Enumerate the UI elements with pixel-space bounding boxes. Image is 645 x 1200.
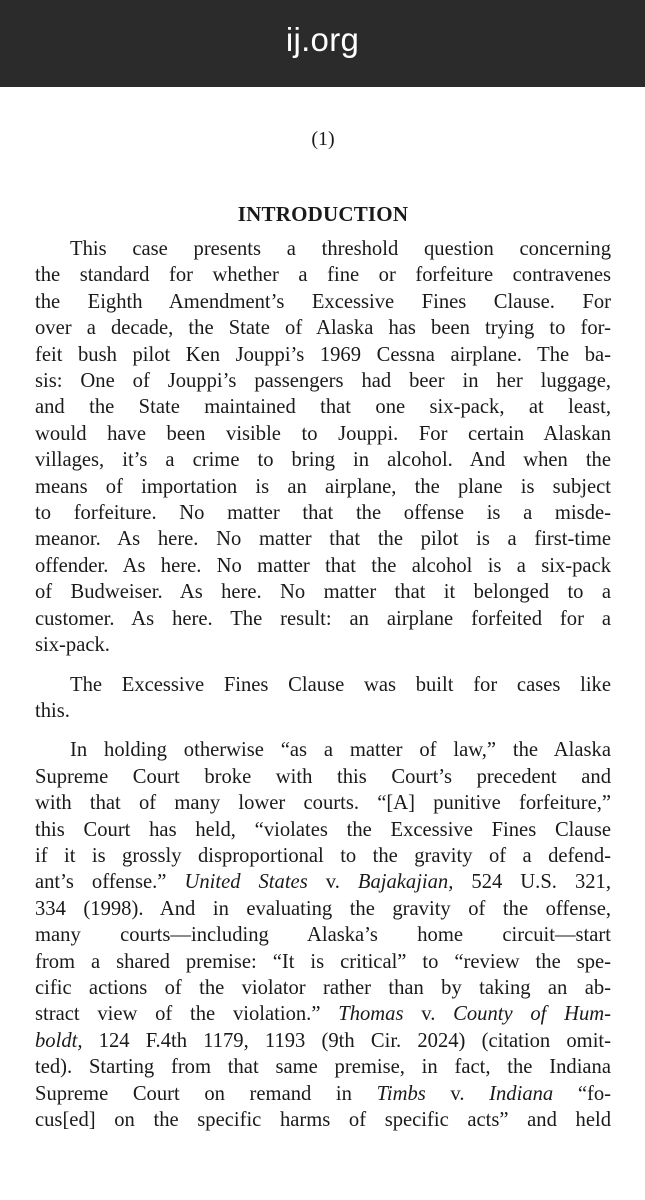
text-line: the standard for whether a fine or forfeiture contravenes bbox=[35, 264, 611, 287]
citation: 124 F.4th 1179, 1193 (9th Cir. 2024) (citation omit- bbox=[98, 1029, 612, 1052]
paragraph-1 bbox=[35, 236, 611, 659]
text-line: means of importation is an airplane, the plane is subject bbox=[35, 475, 611, 498]
text-line: ted). Starting from that same premise, in fact, the Indiana bbox=[35, 1056, 611, 1079]
text-fragment: v. bbox=[325, 871, 340, 894]
text-line bbox=[35, 1081, 611, 1107]
paragraph-2 bbox=[35, 672, 611, 725]
text-line: sis: One of Jouppi’s passengers had beer in her luggage, bbox=[35, 370, 611, 393]
case-name: Bajakajian, bbox=[357, 871, 454, 894]
text-line: offender. As here. No matter that the alcohol is a six-pack bbox=[35, 554, 611, 577]
text-fragment: “fo- bbox=[577, 1082, 612, 1105]
text-line: the Eighth Amendment’s Excessive Fines Clause. For bbox=[35, 290, 611, 313]
text-line: of Budweiser. As here. No matter that it belonged to a bbox=[35, 581, 611, 604]
top-bar bbox=[0, 0, 645, 87]
text-line: this. bbox=[35, 699, 70, 722]
citation: 524 U.S. 321, bbox=[471, 871, 611, 894]
text-fragment: ant’s offense.” bbox=[35, 871, 167, 894]
text-line: meanor. As here. No matter that the pilot is a first-time bbox=[35, 528, 611, 551]
text-fragment: stract view of the violation.” bbox=[35, 1003, 321, 1026]
text-line: if it is grossly disproportional to the gravity of a defend- bbox=[35, 844, 611, 867]
text-line: and the State maintained that one six-pack, at least, bbox=[35, 396, 611, 419]
text-fragment: v. bbox=[450, 1082, 465, 1105]
text-line: many courts—including Alaska’s home circuit—start bbox=[35, 924, 611, 947]
text-line: In holding otherwise “as a matter of law,” the Alaska bbox=[70, 739, 611, 762]
site-name[interactable]: ij.org bbox=[285, 20, 360, 58]
text-line: six-pack. bbox=[35, 634, 110, 657]
text-line: villages, it’s a crime to bring in alcohol. And when the bbox=[35, 449, 611, 472]
text-line: from a shared premise: “It is critical” to “review the spe- bbox=[35, 950, 611, 973]
text-line: would have been visible to Jouppi. For certain Alaskan bbox=[35, 422, 611, 445]
text-line: This case presents a threshold question concerning bbox=[70, 238, 611, 260]
text-line: cus[ed] on the specific harms of specific acts” and held bbox=[35, 1109, 611, 1131]
text-line: with that of many lower courts. “[A] punitive forfeiture,” bbox=[35, 792, 611, 815]
text-fragment: v. bbox=[421, 1003, 436, 1026]
paragraph-3 bbox=[35, 737, 611, 1133]
section-heading: INTRODUCTION bbox=[237, 202, 409, 226]
case-name: boldt, bbox=[35, 1029, 83, 1052]
text-line bbox=[35, 1001, 611, 1027]
text-line: cific actions of the violator rather than by taking an ab- bbox=[35, 976, 611, 999]
case-name: County of Hum- bbox=[453, 1003, 612, 1026]
text-line: customer. As here. The result: an airplane forfeited for a bbox=[35, 607, 611, 630]
case-name: Timbs bbox=[376, 1082, 426, 1105]
text-line: The Excessive Fines Clause was built for cases like bbox=[70, 673, 611, 696]
text-line: feit bush pilot Ken Jouppi’s 1969 Cessna airplane. The ba- bbox=[35, 343, 611, 366]
text-line: 334 (1998). And in evaluating the gravity of the offense, bbox=[35, 897, 611, 920]
text-line: to forfeiture. No matter that the offense is a misde- bbox=[35, 502, 611, 525]
text-line: Supreme Court broke with this Court’s precedent and bbox=[35, 765, 611, 788]
text-line: over a decade, the State of Alaska has been trying to for- bbox=[35, 317, 611, 340]
case-name: Thomas bbox=[338, 1003, 404, 1026]
text-fragment: Supreme Court on remand in bbox=[35, 1082, 352, 1105]
text-line bbox=[35, 1028, 611, 1054]
page-number: (1) bbox=[311, 128, 335, 150]
document-page bbox=[0, 128, 645, 1133]
text-line bbox=[35, 869, 611, 895]
case-name: Indiana bbox=[489, 1082, 554, 1105]
case-name: United States bbox=[184, 871, 308, 894]
text-line: this Court has held, “violates the Excessive Fines Clause bbox=[35, 818, 611, 841]
